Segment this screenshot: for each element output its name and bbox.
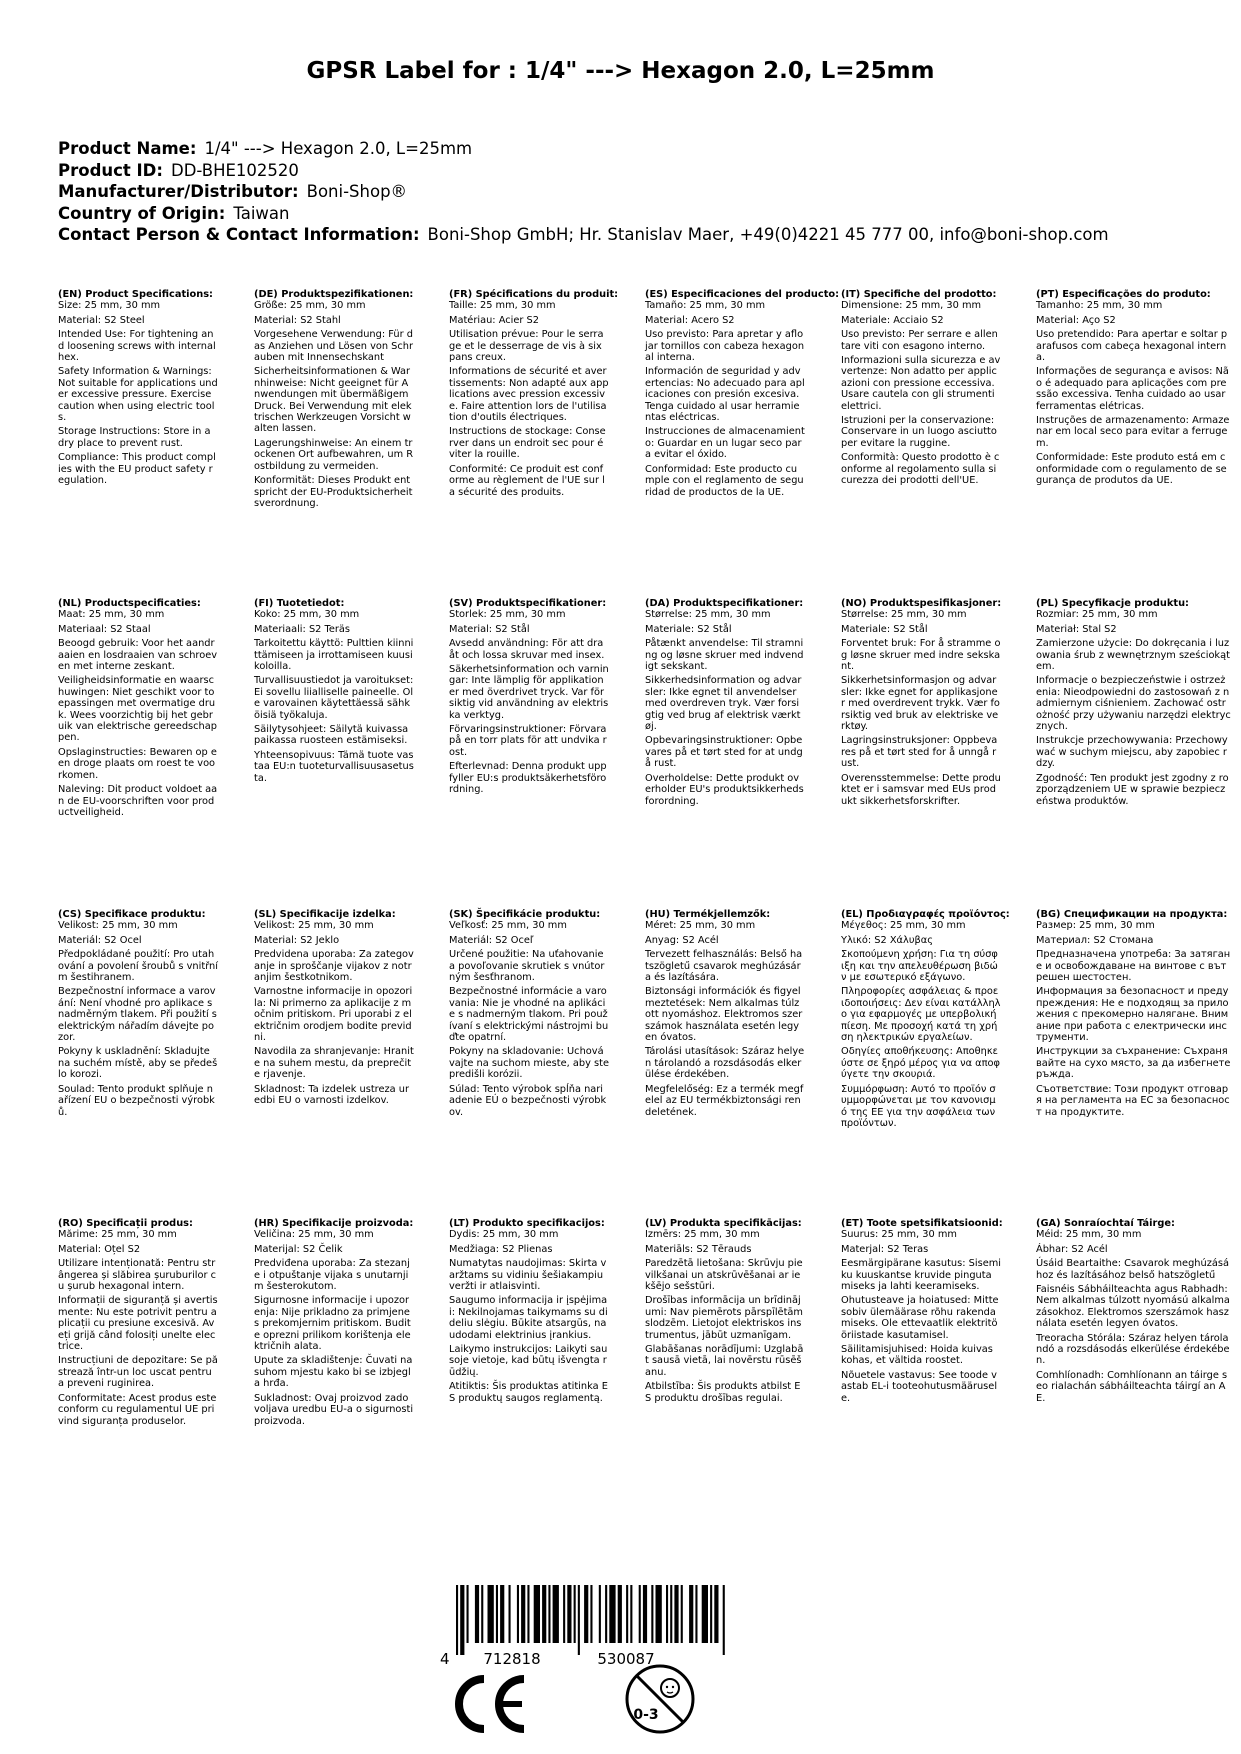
spec-paragraph: Bezpečnostní informace a varování: Není vhodné pro aplikace s nadměrným tlakem. Při použití s elektrickým nářadím dávejte pozor. [58, 986, 217, 1044]
spec-paragraph: Säilitamisjuhised: Hoida kuivas kohas, et vältida roostet. [841, 1344, 993, 1367]
spec-heading: (RO) Specificații produs: [58, 1218, 193, 1229]
spec-paragraph: Uso pretendido: Para apertar e soltar parafusos com cabeça hexagonal interna. [1036, 329, 1228, 364]
spec-paragraph: Informazioni sulla sicurezza e avvertenze: Non adatto per applicazioni con pressione eccessiva. Usare cautela con gli strumenti elettrici. [841, 355, 1001, 412]
barcode-bar [563, 1585, 565, 1643]
spec-block [58, 289, 218, 490]
barcode-bar [643, 1585, 647, 1643]
spec-block [841, 598, 1001, 810]
spec-paragraph: Nõuetele vastavus: See toode vastab EL-i tooteohutusmäärusele. [841, 1369, 998, 1404]
spec-paragraph: Paredzētā lietošana: Skrūvju pievilkšanai un atskrūvēšanai ar iekšējo sešstūri. [645, 1258, 803, 1293]
spec-paragraph: Size: 25 mm, 30 mm [58, 300, 161, 312]
spec-block [645, 598, 805, 810]
barcode-bar [723, 1585, 725, 1655]
spec-paragraph: Ábhar: S2 Acél [1036, 1243, 1108, 1255]
spec-paragraph: Anyag: S2 Acél [645, 934, 719, 946]
page-title: GPSR Label for : 1/4" ---> Hexagon 2.0, L=25mm [306, 58, 935, 84]
spec-paragraph: Material: S2 Jeklo [254, 934, 340, 946]
spec-heading: (NO) Produktspesifikasjoner: [841, 598, 1002, 609]
spec-heading: (FR) Spécifications du produit: [449, 289, 619, 300]
barcode-bar [605, 1585, 607, 1643]
spec-paragraph: Säkerhetsinformation och varningar: Inte lämplig för applikationer med överdrivet tryck. Var försiktig vid användning av elektriska verktyg. [449, 664, 609, 721]
barcode-bar [590, 1585, 592, 1643]
barcode-bar [702, 1585, 708, 1643]
barcode-bar [630, 1585, 632, 1643]
barcode-bar [651, 1585, 653, 1643]
spec-block [254, 909, 414, 1110]
spec-heading: (SV) Produktspecifikationer: [449, 598, 607, 609]
spec-paragraph: Taille: 25 mm, 30 mm [449, 300, 556, 312]
spec-paragraph: Instrucciones de almacenamiento: Guardar en un lugar seco para evitar el óxido. [645, 426, 805, 461]
barcode-bar [618, 1585, 622, 1643]
info-value: Boni-Shop GmbH; Hr. Stanislav Maer, +49(0)4221 45 777 00, info@boni-shop.com [427, 225, 1109, 244]
spec-paragraph: Velikost: 25 mm, 30 mm [58, 920, 178, 932]
barcode-digits-right: 530087 [597, 1650, 655, 1667]
spec-paragraph: Izmērs: 25 mm, 30 mm [645, 1229, 760, 1241]
barcode-bar [467, 1585, 469, 1643]
spec-heading: (LT) Produkto specifikacijos: [449, 1218, 605, 1229]
spec-paragraph: Konformität: Dieses Produkt entspricht der EU-Produktsicherheitsverordnung. [254, 475, 413, 509]
age-warning-icon [624, 1663, 696, 1735]
spec-block [1036, 909, 1231, 1121]
age-label: 0-3 [633, 1707, 659, 1723]
spec-paragraph: Materiál: S2 Oceľ [449, 934, 534, 946]
spec-paragraph: Информация за безопасност и предупреждения: Не е подходящ за приложения с прекомерно налягане. Внимание при работа с електрически инструменти. [1036, 986, 1229, 1044]
spec-grid [58, 289, 1238, 1508]
spec-paragraph: Sikkerhetsinformasjon og advarsler: Ikke egnet for applikasjoner med overdrevent trykk. Vær forsiktig ved bruk av elektriske verktøy. [841, 675, 1000, 733]
spec-paragraph: Tervezett felhasználás: Belső hatszögletű csavarok meghúzására és lazítására. [645, 949, 803, 984]
barcode-bar [609, 1585, 615, 1643]
spec-paragraph: Conformità: Questo prodotto è conforme al regolamento sulla sicurezza dei prodotti dell'UE. [841, 452, 1000, 487]
spec-paragraph: Úsáid Beartaithe: Csavarok meghúzásához és lazításához belső hatszögletű [1036, 1258, 1229, 1281]
spec-paragraph: Upute za skladištenje: Čuvati na suhom mjestu kako bi se izbjegla hrđa. [254, 1355, 413, 1390]
spec-paragraph: Instruções de armazenamento: Armazenar em local seco para evitar a ferrugem. [1036, 415, 1230, 449]
spec-paragraph: Materiāls: S2 Tērauds [645, 1243, 752, 1255]
spec-paragraph: Materiaali: S2 Teräs [254, 623, 350, 635]
spec-paragraph: Instructions de stockage: Conserver dans un endroit sec pour éviter la rouille. [449, 426, 606, 461]
spec-block [254, 1218, 414, 1430]
spec-paragraph: Forventet bruk: For å stramme og løsne skruer med indre sekskant. [841, 638, 1001, 673]
spec-paragraph: Tamanho: 25 mm, 30 mm [1036, 300, 1163, 312]
info-value: Taiwan [233, 203, 290, 223]
spec-paragraph: Uso previsto: Per serrare e allentare viti con esagono interno. [841, 329, 998, 352]
spec-paragraph: Bezpečnostné informácie a varovania: Nie je vhodné na aplikácie s nadmerným tlakom. Pri používaní s elektrickými nástrojmi buďte opatrní. [449, 986, 609, 1044]
spec-paragraph: Material: Oțel S2 [58, 1243, 141, 1255]
spec-block [58, 909, 218, 1121]
spec-paragraph: Materiaal: S2 Staal [58, 623, 151, 635]
spec-paragraph: Storage Instructions: Store in a dry place to prevent rust. [58, 426, 211, 449]
barcode [436, 1585, 746, 1667]
spec-paragraph: Atbilstība: Šis produkts atbilst ES produktu drošības regulai. [645, 1381, 801, 1404]
spec-paragraph: Treoracha Stórála: Száraz helyen tárolandó a rozsdásodás elkerülése érdekében. [1036, 1332, 1230, 1367]
spec-block [254, 289, 414, 512]
spec-block [841, 289, 1001, 490]
barcode-bar [460, 1585, 464, 1655]
barcode-bar [584, 1585, 588, 1643]
barcode-bar [639, 1585, 641, 1643]
spec-paragraph: Safety Information & Warnings: Not suitable for applications under excessive pressure. Exercise caution when using electric tools. [58, 366, 218, 424]
barcode-digit-first: 4 [440, 1650, 450, 1667]
barcode-bars [456, 1585, 725, 1655]
spec-paragraph: Größe: 25 mm, 30 mm [254, 300, 366, 312]
spec-block [841, 909, 1010, 1132]
spec-paragraph: Yhteensopivuus: Tämä tuote vastaa EU:n tuoteturvallisuusasetusta. [254, 749, 414, 784]
spec-paragraph: Velikost: 25 mm, 30 mm [254, 920, 374, 932]
barcode-bar [674, 1585, 678, 1643]
info-row [58, 160, 1109, 182]
spec-paragraph: Predviđena uporaba: Za stezanje i otpuštanje vijaka s unutarnjim šesterokutom. [254, 1258, 410, 1293]
spec-paragraph: Σκοπούμενη χρήση: Για τη σύσφιξη και την απελευθέρωση βιδών με εσωτερικό εξάγωνο. [841, 949, 998, 984]
info-key: Manufacturer/Distributor: [58, 182, 299, 201]
spec-paragraph: Conformitate: Acest produs este conform cu regulamentul UE privind siguranța produselor. [58, 1392, 217, 1427]
spec-block [254, 598, 414, 787]
spec-paragraph: Tamaño: 25 mm, 30 mm [645, 300, 766, 312]
spec-paragraph: Förvaringsinstruktioner: Förvara på en torr plats för att undvika rost. [449, 724, 607, 758]
spec-paragraph: Materiál: S2 Ocel [58, 934, 142, 946]
spec-row [58, 598, 1238, 909]
spec-paragraph: Navodila za shranjevanje: Hranite na suhem mestu, da preprečite rjavenje. [254, 1046, 414, 1081]
spec-paragraph: Suurus: 25 mm, 30 mm [841, 1229, 957, 1241]
spec-paragraph: Drošības informācija un brīdinājumi: Nav piemērots pārspīlētām slodzēm. Lietojot elektriskos instrumentus, jābūt uzmanīgam. [645, 1295, 803, 1341]
barcode-bar [714, 1585, 718, 1643]
barcode-digits-left: 712818 [483, 1650, 541, 1667]
spec-paragraph: Megfelelőség: Ez a termék megfelel az EU termékbiztonsági rendeletének. [645, 1083, 804, 1118]
spec-paragraph: Conformidad: Este producto cumple con el reglamento de seguridad de productos de la UE. [645, 463, 804, 498]
spec-paragraph: Medžiaga: S2 Plienas [449, 1243, 553, 1255]
spec-paragraph: Storlek: 25 mm, 30 mm [449, 609, 566, 621]
spec-paragraph: Istruzioni per la conservazione: Conservare in un luogo asciutto per evitare la ruggine. [841, 415, 997, 449]
barcode-bar [475, 1585, 479, 1643]
spec-paragraph: Opslaginstructies: Bewaren op een droge plaats om roest te voorkomen. [58, 746, 217, 781]
spec-paragraph: Compliance: This product complies with the EU product safety regulation. [58, 452, 216, 487]
spec-paragraph: Utilisation prévue: Pour le serrage et le desserrage de vis à six pans creux. [449, 329, 604, 364]
spec-block [645, 1218, 805, 1407]
barcode-bar [578, 1585, 580, 1655]
barcode-bar [527, 1585, 529, 1643]
spec-paragraph: Opbevaringsinstruktioner: Opbevares på et tørt sted for at undgå rust. [645, 735, 803, 770]
spec-paragraph: Eesmärgipärane kasutus: Sisemiku kuuskantse kruvide pingutamiseks ja lahti keeramiseks. [841, 1258, 1001, 1293]
barcode-bar [500, 1585, 504, 1643]
spec-paragraph: Numatytas naudojimas: Skirta varžtams su vidiniu šešiakampiu veržti ir atlaisvinti. [449, 1258, 607, 1293]
spec-paragraph: Předpokládané použití: Pro utahování a povolení šroubů s vnitřním šestihranem. [58, 949, 218, 984]
spec-paragraph: Información de seguridad y advertencias: No adecuado para aplicaciones con presión excesiva. Tenga cuidado al usar herramientas eléctricas. [645, 366, 805, 424]
spec-block [841, 1218, 1001, 1407]
spec-paragraph: Saugumo informacija ir įspėjimai: Nekilnojamas taikymams su dideliu slėgiu. Būkite atsargūs, naudodami elektrinius įrankius. [449, 1295, 608, 1341]
info-row [58, 203, 1109, 225]
spec-heading: (ES) Especificaciones del producto: [645, 289, 840, 300]
spec-paragraph: Materiale: S2 Stål [841, 623, 928, 635]
spec-paragraph: Overholdelse: Dette produkt overholder EU's produktsikkerhedsforordning. [645, 772, 804, 807]
spec-paragraph: Utilizare intenționată: Pentru strângerea și slăbirea șuruburilor cu șurub hexagonal intern. [58, 1258, 217, 1293]
spec-paragraph: Veľkosť: 25 mm, 30 mm [449, 920, 567, 932]
spec-paragraph: Materiale: Acciaio S2 [841, 314, 944, 326]
info-key: Product Name: [58, 139, 197, 158]
info-row [58, 138, 1109, 160]
info-key: Contact Person & Contact Information: [58, 225, 420, 244]
barcode-bar [567, 1585, 571, 1643]
spec-paragraph: Инструкции за съхранение: Съхранявайте на сухо място, за да избегнете ръжда. [1036, 1046, 1231, 1081]
spec-paragraph: Størrelse: 25 mm, 30 mm [841, 609, 967, 621]
spec-paragraph: Dydis: 25 mm, 30 mm [449, 1229, 559, 1241]
spec-block [645, 909, 805, 1121]
spec-paragraph: Overensstemmelse: Dette produktet er i samsvar med EUs produkt sikkerhetsforskrifter. [841, 772, 1001, 807]
spec-paragraph: Lagerungshinweise: An einem trockenen Ort aufbewahren, um Rostbildung zu vermeiden. [254, 437, 414, 472]
info-value: 1/4" ---> Hexagon 2.0, L=25mm [204, 139, 473, 158]
spec-paragraph: Ohutusteave ja hoiatused: Mitte sobiv ülemäärase rõhu rakendamiseks. Ole ettevaatlik elektritööriistade kasutamisel. [841, 1295, 999, 1341]
info-value: DD-BHE102520 [170, 160, 299, 180]
spec-paragraph: Glabāšanas norādījumi: Uzglabāt sausā vietā, lai novērstu rūsēšanu. [645, 1344, 804, 1378]
spec-paragraph: Informations de sécurité et avertissements: Non adapté aux applications avec pression excessive. Faire attention lors de l'utilisation d'outils électriques. [449, 366, 609, 424]
spec-paragraph: Material: S2 Stål [449, 623, 530, 635]
product-info [58, 138, 1109, 246]
spec-paragraph: Mărime: 25 mm, 30 mm [58, 1229, 177, 1241]
barcode-bar [670, 1585, 672, 1643]
barcode-bar [509, 1585, 511, 1643]
spec-paragraph: Размер: 25 mm, 30 mm [1036, 920, 1155, 932]
spec-heading: (HU) Termékjellemzők: [645, 909, 771, 920]
barcode-bar [574, 1585, 576, 1643]
spec-paragraph: Materijal: S2 Čelik [254, 1243, 343, 1255]
spec-paragraph: Material: S2 Stahl [254, 314, 341, 326]
spec-paragraph: Sigurnosne informacije i upozorenja: Nije prikladno za primjene s prekomjernim pritiskom. Budite oprezni prilikom korištenja električnih alata. [254, 1295, 411, 1353]
barcode-bar [517, 1585, 519, 1643]
spec-heading: (FI) Tuotetiedot: [254, 598, 345, 609]
spec-paragraph: Zamierzone użycie: Do dokręcania i luzowania śrub z wewnętrznym sześciokątem. [1036, 638, 1230, 673]
barcode-bar [626, 1585, 628, 1643]
spec-paragraph: Efterlevnad: Denna produkt uppfyller EU:s produktsäkerhetsförordning. [449, 761, 607, 796]
spec-block [645, 289, 840, 501]
spec-paragraph: Conformidade: Este produto está em conformidade com o regulamento de segurança de produtos da UE. [1036, 452, 1227, 487]
spec-paragraph: Предназначена употреба: За затягане и освобождаване на винтове с вътрешен шестостен. [1036, 949, 1231, 984]
spec-paragraph: Varnostne informacije in opozorila: Ni primerno za aplikacije z močnim pritiskom. Pri uporabi z električnim orodjem bodite previdni. [254, 986, 413, 1044]
spec-paragraph: Matériau: Acier S2 [449, 314, 539, 326]
spec-paragraph: Pokyny na skladovanie: Uchovávajte na suchom mieste, aby ste predišli korózii. [449, 1046, 609, 1081]
spec-block [58, 598, 218, 821]
spec-paragraph: Dimensione: 25 mm, 30 mm [841, 300, 982, 312]
spec-heading: (LV) Produkta specifikācijas: [645, 1218, 802, 1229]
info-row [58, 181, 1109, 203]
info-key: Product ID: [58, 160, 163, 180]
spec-paragraph: Predvidena uporaba: Za zategovanje in sproščanje vijakov z notranjim šestkotnikom. [254, 949, 414, 984]
spec-heading: (HR) Specifikacije proizvoda: [254, 1218, 414, 1229]
barcode-bar [599, 1585, 601, 1643]
spec-heading: (EL) Προδιαγραφές προϊόντος: [841, 909, 1010, 920]
spec-paragraph: Informacje o bezpieczeństwie i ostrzeżenia: Nieodpowiedni do zastosowań z nadmiernym ciśnieniem. Zachować ostrożność przy używaniu narzędzi elektrycznych. [1036, 675, 1231, 733]
spec-paragraph: Οδηγίες αποθήκευσης: Αποθηκεύστε σε ξηρό μέρος για να αποφύγετε την σκουριά. [841, 1046, 1000, 1081]
spec-paragraph: Materiał: Stal S2 [1036, 623, 1117, 635]
spec-paragraph: Sukladnost: Ovaj proizvod zadovoljava uredbu EU-a o sigurnosti proizvoda. [254, 1392, 414, 1427]
spec-paragraph: Størrelse: 25 mm, 30 mm [645, 609, 771, 621]
spec-paragraph: Biztonsági információk és figyelmeztetések: Nem alkalmas túlzott nyomáshoz. Elektromos szerszámok használata esetén legyen óvatos. [645, 986, 803, 1044]
spec-paragraph: Πληροφορίες ασφάλειας & προειδοποιήσεις: Δεν είναι κατάλληλο για εφαρμογές με υπερβολική πίεση. Με προσοχή κατά τη χρήση ηλεκτρικών εργαλείων. [841, 986, 1001, 1044]
spec-block [58, 1218, 218, 1430]
spec-paragraph: Intended Use: For tightening and loosening screws with internal hex. [58, 329, 216, 364]
spec-paragraph: Vorgesehene Verwendung: Für das Anziehen und Lösen von Schrauben mit Innensechskant [254, 329, 414, 364]
spec-paragraph: Conformité: Ce produit est conforme au règlement de l'UE sur la sécurité des produits. [449, 463, 605, 498]
spec-paragraph: Υλικό: S2 Χάλυβας [841, 934, 933, 946]
barcode-bar [666, 1585, 668, 1643]
spec-block [449, 289, 619, 501]
spec-paragraph: Veličina: 25 mm, 30 mm [254, 1229, 374, 1241]
spec-paragraph: Material: Acero S2 [645, 314, 735, 326]
spec-paragraph: Материал: S2 Стомана [1036, 934, 1154, 946]
spec-paragraph: Съответствие: Този продукт отговаря на регламента на ЕС за безопасност на продуктите. [1036, 1083, 1230, 1118]
spec-paragraph: Comhlíonadh: Comhlíonann an táirge seo rialachán sábháilteachta táirgí an AE. [1036, 1369, 1228, 1404]
spec-row [58, 1218, 1238, 1508]
spec-paragraph: Naleving: Dit product voldoet aan de EU-voorschriften voor productveiligheid. [58, 784, 218, 818]
barcode-bar [689, 1585, 693, 1643]
spec-paragraph: Určené použitie: Na uťahovanie a povoľovanie skrutiek s vnútorným šesťhranom. [449, 949, 605, 984]
spec-heading: (NL) Productspecificaties: [58, 598, 201, 609]
barcode-bar [695, 1585, 697, 1643]
barcode-bar [681, 1585, 683, 1643]
spec-paragraph: Uso previsto: Para apretar y aflojar tornillos con cabeza hexagonal interna. [645, 329, 805, 364]
spec-heading: (PT) Especificações do produto: [1036, 289, 1211, 300]
spec-paragraph: Tarkoitettu käyttö: Pulttien kiinnittämiseen ja irrottamiseen kuusikoloilla. [254, 638, 414, 673]
barcode-bar [496, 1585, 498, 1643]
spec-heading: (ET) Toote spetsifikatsioonid: [841, 1218, 1003, 1229]
spec-block [1036, 1218, 1231, 1407]
barcode-bar [656, 1585, 662, 1643]
info-value: Boni-Shop® [306, 182, 408, 201]
spec-heading: (SL) Specifikacije izdelka: [254, 909, 396, 920]
spec-row [58, 909, 1238, 1218]
spec-block [1036, 598, 1231, 810]
spec-paragraph: Turvallisuustiedot ja varoitukset: Ei sovellu liialliselle paineelle. Ole varovainen käytettäessä sähköisiä työkaluja. [254, 675, 414, 721]
spec-block [449, 598, 609, 799]
spec-paragraph: Materjal: S2 Teras [841, 1243, 929, 1255]
spec-paragraph: Beoogd gebruik: Voor het aandraaien en losdraaien van schroeven met interne zeskant. [58, 638, 218, 673]
spec-paragraph: Pokyny k uskladnění: Skladujte na suchém místě, aby se předešlo korozi. [58, 1046, 218, 1081]
spec-paragraph: Informații de siguranță și avertismente: Nu este potrivit pentru aplicații cu presiune excesivă. Aveți grijă când folosiți unelte electrice. [58, 1295, 218, 1353]
spec-paragraph: Zgodność: Ten produkt jest zgodny z rozporządzeniem UE w sprawie bezpieczeństwa produktów. [1036, 772, 1229, 807]
spec-heading: (PL) Specyfikacje produktu: [1036, 598, 1189, 609]
spec-heading: (DE) Produktspezifikationen: [254, 289, 414, 300]
spec-heading: (DA) Produktspecifikationer: [645, 598, 804, 609]
spec-paragraph: Soulad: Tento produkt splňuje nařízení EU o bezpečnosti výrobků. [58, 1083, 215, 1118]
spec-paragraph: Instrucțiuni de depozitare: Se păstrează într-un loc uscat pentru a preveni ruginirea. [58, 1355, 218, 1390]
spec-paragraph: Maat: 25 mm, 30 mm [58, 609, 165, 621]
barcode-bar [710, 1585, 712, 1643]
spec-paragraph: Avsedd användning: För att dra åt och lossa skruvar med insex. [449, 638, 605, 661]
barcode-bar [553, 1585, 559, 1643]
info-key: Country of Origin: [58, 203, 226, 223]
spec-paragraph: Atitiktis: Šis produktas atitinka ES produktų saugos reglamentą. [449, 1381, 608, 1404]
spec-paragraph: Instrukcje przechowywania: Przechowywać w suchym miejscu, aby zapobiec rdzy. [1036, 735, 1228, 770]
spec-paragraph: Material: S2 Steel [58, 314, 145, 326]
spec-row [58, 289, 1238, 598]
barcode-bar [548, 1585, 550, 1643]
barcode-bar [456, 1585, 458, 1655]
spec-block [1036, 289, 1231, 490]
spec-paragraph: Skladnost: Ta izdelek ustreza uredbi EU o varnosti izdelkov. [254, 1083, 410, 1107]
barcode-bar [488, 1585, 494, 1643]
spec-heading: (GA) Sonraíochtaí Táirge: [1036, 1218, 1175, 1229]
ce-mark-icon [448, 1673, 530, 1735]
spec-paragraph: Rozmiar: 25 mm, 30 mm [1036, 609, 1158, 621]
spec-paragraph: Συμμόρφωση: Αυτό το προϊόν συμμορφώνεται με τον κανονισμό της ΕΕ για την ασφάλεια των προϊόντων. [841, 1083, 996, 1129]
barcode-bar [542, 1585, 546, 1643]
spec-paragraph: Sicherheitsinformationen & Warnhinweise: Nicht geeignet für Anwendungen mit übermäßigem Druck. Bei Verwendung mit elektrischen Werkzeugen Vorsicht walten lassen. [254, 366, 412, 435]
spec-paragraph: Súlad: Tento výrobok spĺňa nariadenie EÚ o bezpečnosti výrobkov. [449, 1083, 607, 1118]
barcode-bar [481, 1585, 483, 1643]
spec-paragraph: Μέγεθος: 25 mm, 30 mm [841, 920, 966, 932]
barcode-bar [534, 1585, 540, 1643]
spec-paragraph: Sikkerhedsinformation og advarsler: Ikke egnet til anvendelser med overdreven tryk. Vær forsigtig ved brug af elektrisk værktøj. [645, 675, 802, 733]
spec-paragraph: Laikymo instrukcijos: Laikyti sausoje vietoje, kad būtų išvengta rūdžių. [449, 1344, 608, 1378]
spec-heading: (CS) Specifikace produktu: [58, 909, 206, 920]
spec-block [449, 909, 609, 1121]
spec-heading: (BG) Спецификации на продукта: [1036, 909, 1228, 920]
spec-paragraph: Méret: 25 mm, 30 mm [645, 920, 756, 932]
spec-paragraph: Säilytysohjeet: Säilytä kuivassa paikassa ruosteen estämiseksi. [254, 724, 409, 747]
spec-paragraph: Informações de segurança e avisos: Não é adequado para aplicações com pressão excessiva. Tenha cuidado ao usar ferramentas elétricas. [1036, 366, 1229, 412]
spec-block [449, 1218, 609, 1407]
spec-paragraph: Faisnéis Sábháilteachta agus Rabhadh: Nem alkalmas túlzott nyomású alkalmazásokhoz. Elektromos szerszámok használata esetén legyen óvatos. [1036, 1284, 1230, 1330]
spec-paragraph: Koko: 25 mm, 30 mm [254, 609, 360, 621]
spec-paragraph: Lagringsinstruksjoner: Oppbevares på et tørt sted for å unngå rust. [841, 735, 998, 770]
spec-heading: (EN) Product Specifications: [58, 289, 213, 300]
spec-paragraph: Méid: 25 mm, 30 mm [1036, 1229, 1142, 1241]
spec-paragraph: Materiale: S2 Stål [645, 623, 732, 635]
spec-paragraph: Veiligheidsinformatie en waarschuwingen: Niet geschikt voor toepassingen met overmatige druk. Wees voorzichtig bij het gebruik van elektrische gereedschappen. [58, 675, 217, 744]
spec-paragraph: Material: Aço S2 [1036, 314, 1116, 326]
barcode-bar [521, 1585, 525, 1643]
spec-paragraph: Tárolási utasítások: Száraz helyen tárolandó a rozsdásodás elkerülése érdekében. [645, 1046, 805, 1081]
info-row [58, 224, 1109, 246]
spec-heading: (SK) Špecifikácie produktu: [449, 909, 601, 920]
spec-paragraph: Påtænkt anvendelse: Til stramning og løsne skruer med indvendigt sekskant. [645, 638, 804, 673]
spec-heading: (IT) Specifiche del prodotto: [841, 289, 997, 300]
